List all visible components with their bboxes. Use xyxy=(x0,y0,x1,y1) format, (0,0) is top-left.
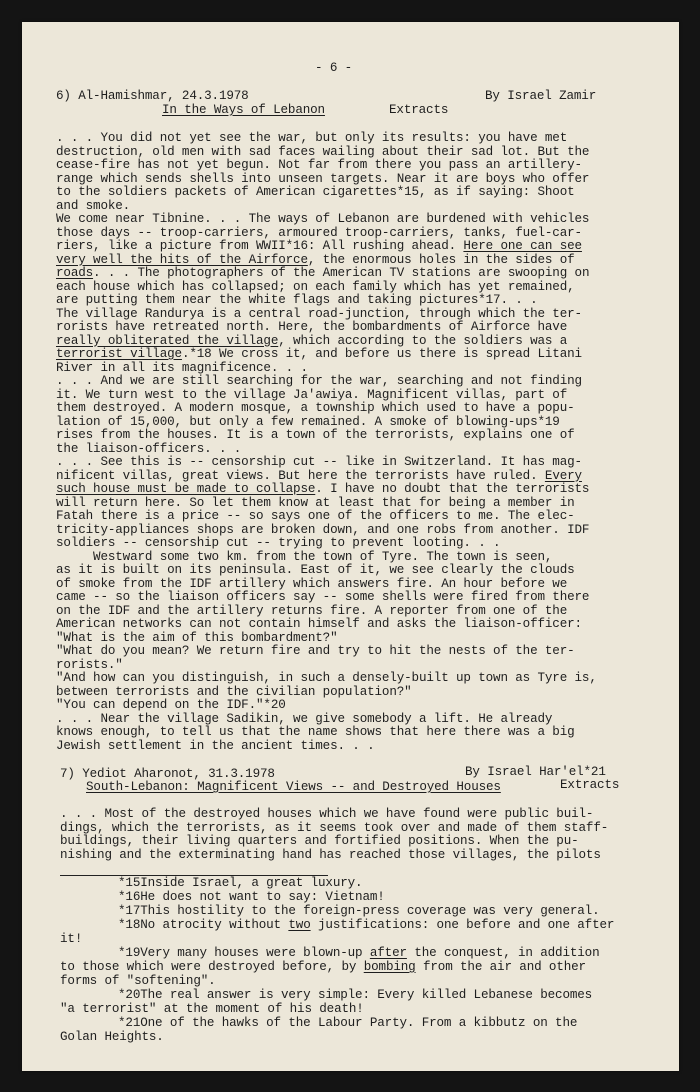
text-line: River in all its magnificence. . . xyxy=(56,360,308,375)
footnote-18-cont: it! xyxy=(60,932,83,946)
text-line: knows enough, to tell us that the name shows that here there was a big xyxy=(56,725,575,739)
footnote-17: *17This hostility to the foreign-press coverage was very general. xyxy=(118,904,600,918)
text-line: them destroyed. A modern mosque, a township which used to have a popu- xyxy=(56,401,575,415)
section7-label: Extracts xyxy=(560,778,620,792)
footnote-21-cont: Golan Heights. xyxy=(60,1030,164,1044)
section7-title: South-Lebanon: Magnificent Views -- and Destroyed Houses xyxy=(86,780,501,794)
footnote-20: *20The real answer is very simple: Every killed Lebanese becomes xyxy=(118,988,593,1002)
text-line: on the IDF and the artillery returns fire. A reporter from one of the xyxy=(56,603,568,618)
text-line: destruction, old men with sad faces wailing about their sad lot. But the xyxy=(56,144,590,159)
page-number: - 6 - xyxy=(315,61,353,75)
text-line: will return here. So let them know at least that for being a member in xyxy=(56,495,575,510)
footnote-15: *15Inside Israel, a great luxury. xyxy=(118,876,363,890)
text-line: rises from the houses. It is a town of the terrorists, explains one of xyxy=(56,428,575,442)
text-line: rorists have retreated north. Here, the bombardments of Airforce have xyxy=(56,320,568,334)
footnote-18: *18No atrocity without two justifications: one before and one after xyxy=(118,918,615,932)
text-line: very well the hits of the Airforce, the enormous holes in the sides of xyxy=(56,252,575,267)
text-line: to the soldiers packets of American cigarettes*15, as if saying: Shoot xyxy=(56,185,575,199)
text-line: We come near Tibnine. . . The ways of Lebanon are burdened with vehicles xyxy=(56,212,590,226)
text-line: tricity-appliances shops are broken down, and one robs from another. IDF xyxy=(56,522,590,537)
footnote-21: *21One of the hawks of the Labour Party. From a kibbutz on the xyxy=(118,1016,578,1030)
text-line: nificent villas, great views. But here the terrorists have ruled. Every xyxy=(56,468,582,483)
section7-byline: By Israel Har'el*21 xyxy=(465,765,606,779)
text-line: soldiers -- censorship cut -- trying to prevent looting. . . xyxy=(56,536,501,550)
text-line: . . . Most of the destroyed houses which we have found were public buil- xyxy=(60,807,594,821)
text-line: it. We turn west to the village Ja'awiya. Magnificent villas, part of xyxy=(56,387,568,402)
text-line: . . . And we are still searching for the war, searching and not finding xyxy=(56,374,582,388)
footnote-19-cont: forms of "softening". xyxy=(60,974,216,988)
text-line: The village Randurya is a central road-junction, through which the ter- xyxy=(56,306,582,321)
text-line: cease-fire has not yet begun. Not far from there you pass an artillery- xyxy=(56,158,582,172)
section6-label: Extracts xyxy=(389,103,449,117)
text-line: as it is built on its peninsula. East of it, we see clearly the clouds xyxy=(56,563,575,577)
text-line: between terrorists and the civilian population?" xyxy=(56,684,412,699)
text-line: each house which has collapsed; on each family which has yet remained, xyxy=(56,279,575,294)
text-line: American networks can not contain himself and asks the liaison-officer: xyxy=(56,617,582,631)
text-line: riers, like a picture from WWII*16: All rushing ahead. Here one can see xyxy=(56,239,582,253)
text-line: "And how can you distinguish, in such a densely-built up town as Tyre is, xyxy=(56,671,597,685)
text-line: roads. . . The photographers of the American TV stations are swooping on xyxy=(56,266,590,280)
text-line: the liaison-officers. . . xyxy=(56,441,242,456)
text-line: lation of 15,000, but only a few remained. A smoke of blowing-ups*19 xyxy=(56,414,560,429)
text-line: . . . You did not yet see the war, but only its results: you have met xyxy=(56,131,568,145)
text-line: such house must be made to collapse. I have no doubt that the terrorists xyxy=(56,482,590,496)
section6-heading: 6) Al-Hamishmar, 24.3.1978 xyxy=(56,89,249,103)
text-line: terrorist village.*18 We cross it, and before us there is spread Litani xyxy=(56,347,582,361)
document-page xyxy=(22,22,679,1071)
text-line: "What do you mean? We return fire and try to hit the nests of the ter- xyxy=(56,644,575,658)
text-line: range which sends shells into unseen targets. Near it are boys who offer xyxy=(56,171,590,186)
text-line: came -- so the liaison officers say -- some shells were fired from there xyxy=(56,590,590,604)
footnote-19-cont: to those which were destroyed before, by bombing from the air and other xyxy=(60,960,586,974)
text-line: buildings, their living quarters and fortified positions. When the pu- xyxy=(60,834,579,848)
footnote-20-cont: "a terrorist" at the moment of his death! xyxy=(60,1002,364,1016)
text-line: Westward some two km. from the town of Tyre. The town is seen, xyxy=(56,549,553,564)
text-line: rorists." xyxy=(56,657,123,672)
text-line: Jewish settlement in the ancient times. . . xyxy=(56,738,375,753)
text-line: . . . See this is -- censorship cut -- like in Switzerland. It has mag- xyxy=(56,455,582,469)
text-line: of smoke from the IDF artillery which answers fire. An hour before we xyxy=(56,576,568,591)
section6-byline: By Israel Zamir xyxy=(485,89,597,103)
text-line: nishing and the exterminating hand has reached those villages, the pilots xyxy=(60,847,601,862)
section7-heading: 7) Yediot Aharonot, 31.3.1978 xyxy=(60,767,275,781)
text-line: Fatah there is a price -- so says one of the officers to me. The elec- xyxy=(56,509,575,523)
text-line: are putting them near the white flags and taking pictures*17. . . xyxy=(56,293,538,307)
text-line: and smoke. xyxy=(56,198,131,213)
text-line: dings, which the terrorists, as it seems took over and made of them staff- xyxy=(60,820,609,835)
footnote-16: *16He does not want to say: Vietnam! xyxy=(118,890,385,904)
footnote-19: *19Very many houses were blown-up after the conquest, in addition xyxy=(118,946,600,960)
text-line: "You can depend on the IDF."*20 xyxy=(56,698,286,712)
text-line: really obliterated the village, which according to the soldiers was a xyxy=(56,333,568,348)
text-line: . . . Near the village Sadikin, we give somebody a lift. He already xyxy=(56,711,553,726)
text-line: those days -- troop-carriers, armoured troop-carriers, tanks, fuel-car- xyxy=(56,225,582,240)
section6-title: In the Ways of Lebanon xyxy=(162,103,325,117)
text-line: "What is the aim of this bombardment?" xyxy=(56,630,338,645)
